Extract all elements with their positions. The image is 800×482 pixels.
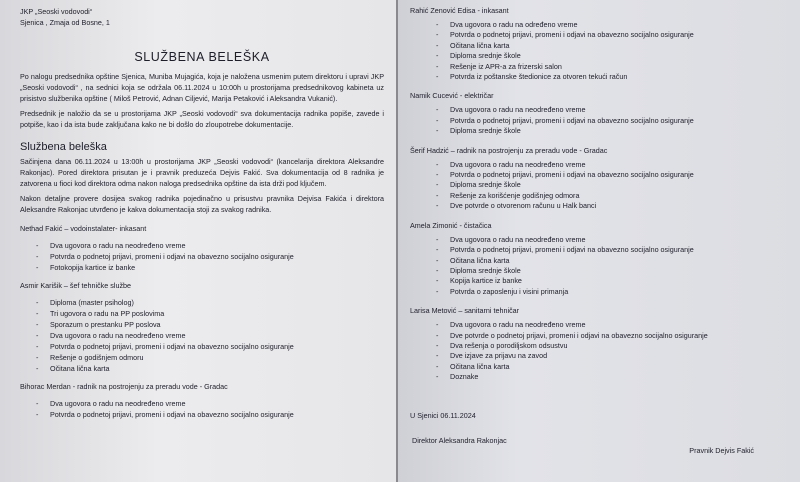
document-list — [410, 20, 780, 82]
list-item: - Očitana lična karta — [436, 256, 780, 266]
order-paragraph: Predsednik je naložio da se u prostorijama JKP „Seoski vodovodi“ sva dokumentacija radnika popiše, zavede i potpiše, kao i da ista bude zaključana kako ne bi došlo do zloupotrebe dokumentacije. — [20, 109, 384, 130]
list-item: - Potvrda o podnetoj prijavi, promeni i odjavi na obavezno socijalno osiguranje — [436, 116, 780, 126]
list-item: - Dva rešenja o porodiljskom odsustvu — [436, 341, 780, 351]
signature-block — [410, 426, 780, 455]
record-paragraph: Sačinjena dana 06.11.2024 u 13:00h u prostorijama JKP „Seoski vodovodi“ (kancelarija direktora Aleksandre Rakonjac). Pored direktora prisutan je i pravnik preduzeća Dejvis Fakić. Sva dokumentacija od 8 radnika je zatvorena u fioci kod direktora odma nakon naloga predsednika opštine da ista drži pod ključem. — [20, 156, 384, 188]
list-item: - Doznake — [436, 372, 780, 382]
list-item: - Rešenje o godišnjem odmoru — [36, 352, 384, 363]
list-item: - Kopija kartice iz banke — [436, 276, 780, 286]
employee-name: Larisa Metović – sanitarni tehničar — [410, 306, 520, 316]
list-item: - Potvrda o podnetoj prijavi, promeni i odjavi na obavezno socijalno osiguranje — [36, 341, 384, 352]
employee-name: Rahić Zenović Edisa - inkasant — [410, 6, 509, 15]
list-item: - Dva ugovora o radu na neodređeno vreme — [36, 240, 384, 251]
document-title: SLUŽBENA BELEŠKA — [134, 50, 270, 64]
employee-block — [410, 221, 780, 297]
employee-name: Asmir Karišik – šef tehničke službe — [20, 280, 132, 290]
list-item: - Diploma srednje škole — [436, 51, 780, 61]
company-name: JKP „Seoski vodovodi“ — [20, 7, 93, 16]
list-item: - Dve potvrde o podnetoj prijavi, promeni i odjavi na obavezno socijalno osiguranje — [436, 331, 780, 341]
list-item: - Diploma (master psiholog) — [36, 297, 384, 308]
document-list — [20, 398, 384, 420]
document-page-right — [398, 0, 800, 482]
list-item: - Očitana lična karta — [436, 362, 780, 372]
employee-name: Amela Zimonić - čistačica — [410, 220, 492, 230]
employee-block — [20, 382, 384, 420]
list-item: - Potvrda o podnetoj prijavi, promeni i odjavi na obavezno socijalno osiguranje — [36, 409, 384, 420]
employee-block — [20, 224, 384, 273]
list-item: - Potvrda o podnetoj prijavi, promeni i odjavi na obavezno socijalno osiguranje — [436, 30, 780, 40]
intro-paragraph: Po nalogu predsednika opštine Sjenica, Muniba Mujagića, koja je naložena usmenim putem direktoru i upravi JKP „Seoski vodovodi“ , na sednici koja se održala 06.11.2024 u 10:00h u prostorijama predsednikovog kabineta uz prisistvo službenika opštine ( Miloš Petrović, Adnan Ciljević, Marija Petaković i Aleksandra Vukanić). — [20, 72, 384, 103]
director-signature-line: Direktor Aleksandra Rakonjac — [412, 435, 507, 445]
findings-paragraph: Nakon detaljne provere dosijea svakog radnika pojedinačno u prisustvu pravnika Dejvisa Fakića i direktora Aleksandre Rakonjac utvrđeno je kakva dokumentacija stoji za svakog radnika. — [20, 194, 384, 215]
list-item: - Dva ugovora o radu na neodređeno vreme — [436, 105, 780, 115]
document-list — [410, 160, 780, 212]
document-list — [410, 320, 780, 382]
employee-block — [410, 91, 780, 136]
list-item: - Dva ugovora o radu na neodređeno vreme — [36, 330, 384, 341]
employee-block — [410, 6, 780, 82]
list-item: - Tri ugovora o radu na PP poslovima — [36, 308, 384, 319]
list-item: - Potvrda o zaposlenju i visini primanja — [436, 287, 780, 297]
employee-block — [410, 306, 780, 382]
company-address: Sjenica , Zmaja od Bosne, 1 — [20, 18, 110, 27]
lawyer-signature-line: Pravnik Dejvis Fakić — [689, 445, 754, 455]
employee-name: Namik Cucević - električar — [410, 91, 494, 101]
place-and-date: U Sjenici 06.11.2024 — [410, 410, 476, 420]
employee-block — [20, 281, 384, 374]
list-item: - Dve potvrde o otvorenom računu u Halk banci — [436, 201, 780, 211]
section-title: Službena beleška — [20, 140, 107, 153]
list-item: - Diploma srednje škole — [436, 180, 780, 190]
employee-block — [410, 146, 780, 212]
list-item: - Potvrda o podnetoj prijavi, promeni i odjavi na obavezno socijalno osiguranje — [436, 170, 780, 180]
list-item: - Potvrda o podnetoj prijavi, promeni i odjavi na obavezno socijalno osiguranje — [436, 245, 780, 255]
document-list — [20, 240, 384, 273]
list-item: - Rešenje za korišćenje godišnjeg odmora — [436, 191, 780, 201]
list-item: - Diploma srednje škole — [436, 266, 780, 276]
document-page-left — [0, 0, 396, 482]
list-item: - Fotokopija kartice iz banke — [36, 262, 384, 273]
list-item: - Očitana lična karta — [36, 363, 384, 374]
document-list — [410, 235, 780, 297]
document-list — [410, 105, 780, 136]
employee-name: Bihorac Merdan - radnik na postrojenju za preradu vode - Gradac — [20, 381, 228, 391]
list-item: - Potvrda o podnetoj prijavi, promeni i odjavi na obavezno socijalno osiguranje — [36, 251, 384, 262]
list-item: - Očitana lična karta — [436, 41, 780, 51]
list-item: - Dva ugovora o radu na određeno vreme — [436, 20, 780, 30]
list-item: - Dva ugovora o radu na neodređeno vreme — [436, 160, 780, 170]
list-item: - Diploma srednje škole — [436, 126, 780, 136]
list-item: - Rešenje iz APR-a za frizerski salon — [436, 62, 780, 72]
list-item: - Dva ugovora o radu na neodređeno vreme — [436, 320, 780, 330]
document-list — [20, 297, 384, 374]
list-item: - Dve izjave za prijavu na zavod — [436, 351, 780, 361]
employee-name: Šerif Hadzić – radnik na postrojenju za preradu vode - Gradac — [410, 145, 608, 155]
list-item: - Potvrda iz poštanske štedionice za otvoren tekući račun — [436, 72, 780, 82]
list-item: - Dva ugovora o radu na neodređeno vreme — [436, 235, 780, 245]
employee-name: Nethad Fakić – vodoinstalater- inkasant — [20, 223, 147, 233]
list-item: - Dva ugovora o radu na neodređeno vreme — [36, 398, 384, 409]
list-item: - Sporazum o prestanku PP poslova — [36, 319, 384, 330]
